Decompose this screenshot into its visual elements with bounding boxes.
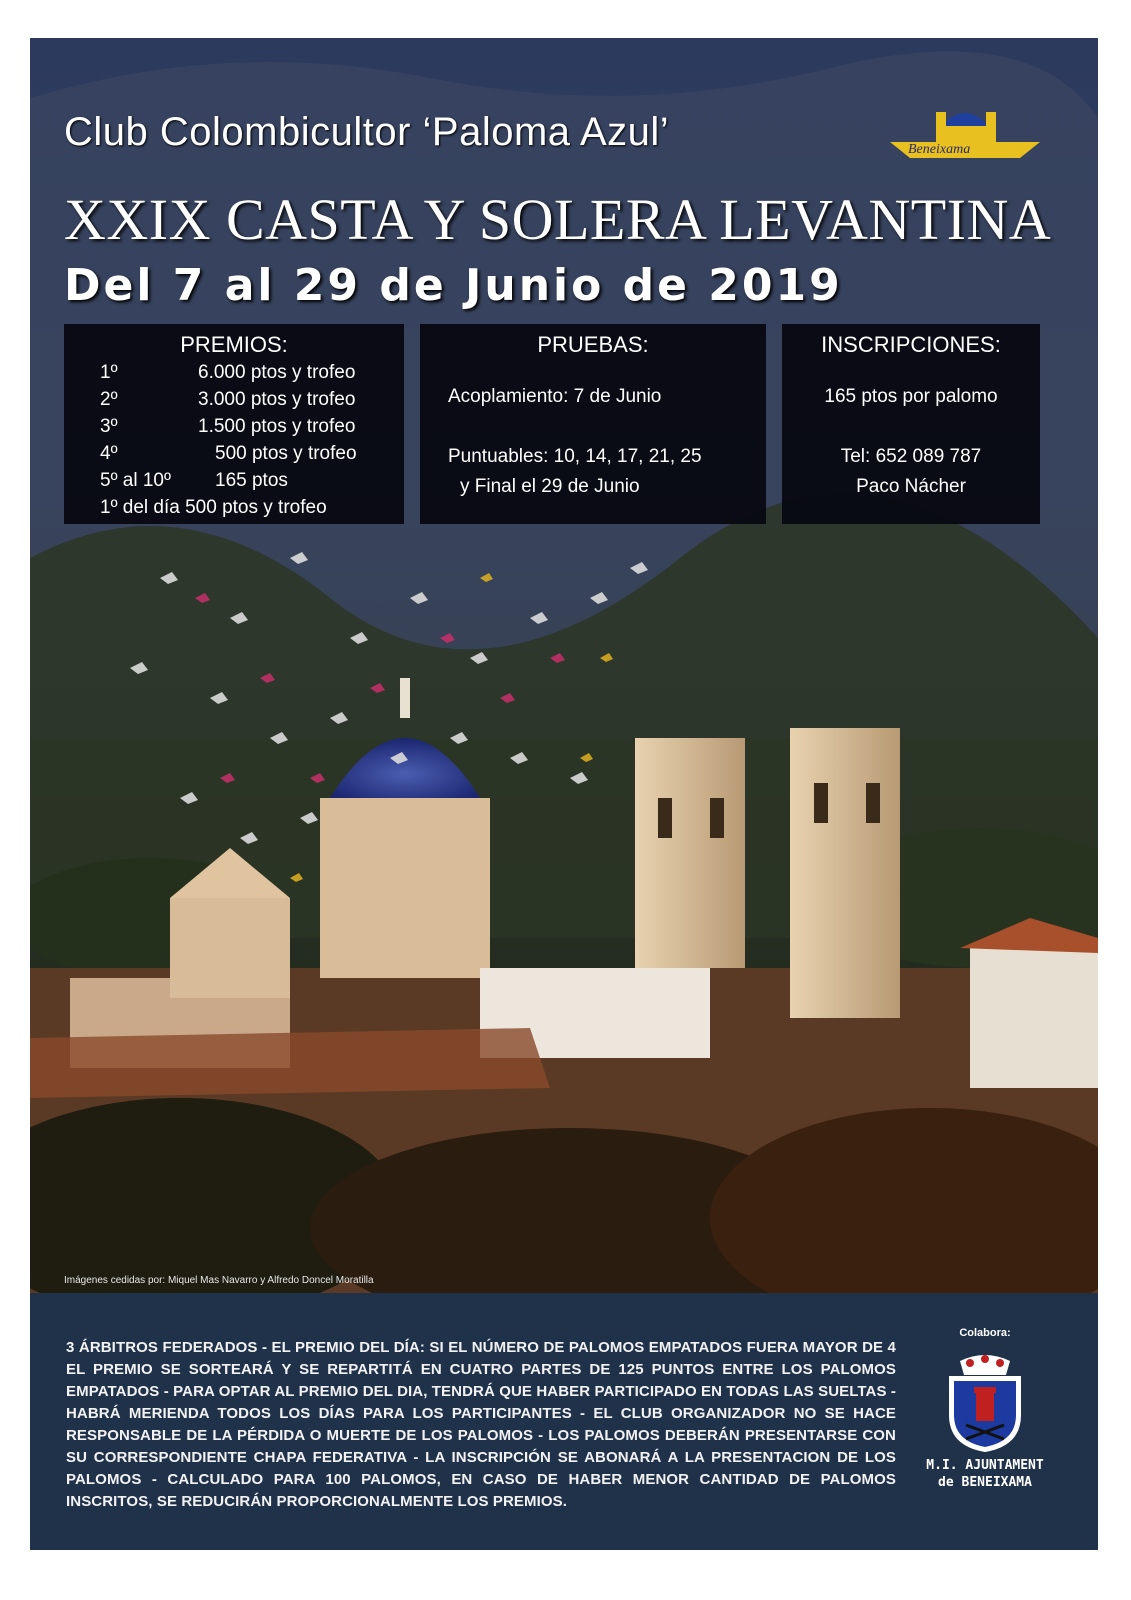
prize-row	[100, 414, 356, 440]
event-title: XXIX CASTA Y SOLERA LEVANTINA	[64, 187, 1052, 252]
inscription-price: 165 ptos por palomo	[824, 386, 998, 407]
prize-row	[100, 441, 357, 467]
prize-row	[100, 387, 356, 413]
puntuables-dates: Puntuables: 10, 14, 17, 21, 25	[448, 446, 702, 467]
rules-text: 3 ÁRBITROS FEDERADOS - EL PREMIO DEL DÍA: SI EL NÚMERO DE PALOMOS EMPATADOS FUERA MAYOR DE 4 EL PREMIO SE SORTEARÁ Y SE REPARTITÁ EN CUATRO PARTES DE 125 PUNTOS ENTRE LOS PALOMOS EMPATADOS - PARA OPTAR AL PREMIO DEL DIA, TENDRÁ QUE HABER PARTICIPADO EN TODAS LAS SUELTAS - HABRÁ MERIENDA TODOS LOS DÍAS PARA LOS PARTICIPANTES - EL CLUB ORGANIZADOR NO SE HACE RESPONSABLE DE LA PÉRDIDA O MUERTE DE LOS PALOMOS - LOS PALOMOS DEBERÁN PRESENTARSE CON SU CORRESPONDIENTE CHAPA FEDERATIVA - LA INSCRIPCIÓN SE ABONARÁ A LA PRESENTACION DE LOS PALOMOS - CALCULADO PARA 100 PALOMOS, EN CASO DE HABER MENOR CANTIDAD DE PALOMOS INSCRITOS, SE REDUCIRÁN PROPORCIONALMENTE LOS PREMIOS.	[66, 1339, 896, 1510]
prize-amount: 3.000 ptos y trofeo	[198, 389, 356, 410]
prize-amount: 165 ptos	[215, 470, 288, 491]
inscripciones-heading: INSCRIPCIONES:	[821, 332, 1001, 357]
prize-amount: 1.500 ptos y trofeo	[198, 416, 356, 437]
premios-box	[64, 324, 404, 524]
poster	[30, 38, 1098, 1550]
sponsor-line-1: M.I. AJUNTAMENT	[926, 1458, 1044, 1473]
prize-rank: 5º al 10º	[100, 470, 171, 491]
image-credit: Imágenes cedidas por: Miquel Mas Navarro y Alfredo Doncel Moratilla	[64, 1275, 374, 1286]
prize-rank: 1º	[100, 362, 118, 383]
inscripciones-box	[782, 324, 1040, 524]
sponsor-name	[910, 1457, 1060, 1491]
prize-amount: 6.000 ptos y trofeo	[198, 362, 356, 383]
colabora-label: Colabora:	[959, 1327, 1011, 1339]
final-date: y Final el 29 de Junio	[460, 476, 640, 497]
sponsor-line-2: de BENEIXAMA	[938, 1475, 1032, 1490]
prize-amount: 500 ptos y trofeo	[215, 443, 357, 464]
town-crest-icon	[940, 1353, 1030, 1453]
prize-rank: 3º	[100, 416, 118, 437]
prize-row	[100, 360, 356, 386]
beneixama-logo	[880, 98, 1050, 168]
acoplamiento-date: Acoplamiento: 7 de Junio	[448, 386, 662, 407]
daily-prize: 1º del día 500 ptos y trofeo	[100, 497, 327, 518]
prize-rank: 2º	[100, 389, 118, 410]
prize-rank: 4º	[100, 443, 118, 464]
pruebas-heading: PRUEBAS:	[537, 332, 649, 357]
logo-wordmark: Beneixama	[908, 142, 971, 157]
club-name: Club Colombicultor ‘Paloma Azul’	[64, 110, 670, 154]
prize-row	[100, 468, 288, 494]
rules-footer	[30, 1293, 1098, 1550]
contact-name: Paco Nácher	[856, 476, 966, 497]
contact-phone: Tel: 652 089 787	[840, 446, 982, 467]
pruebas-box	[420, 324, 766, 524]
premios-heading: PREMIOS:	[180, 332, 288, 357]
event-dates: Del 7 al 29 de Junio de 2019	[64, 260, 843, 311]
